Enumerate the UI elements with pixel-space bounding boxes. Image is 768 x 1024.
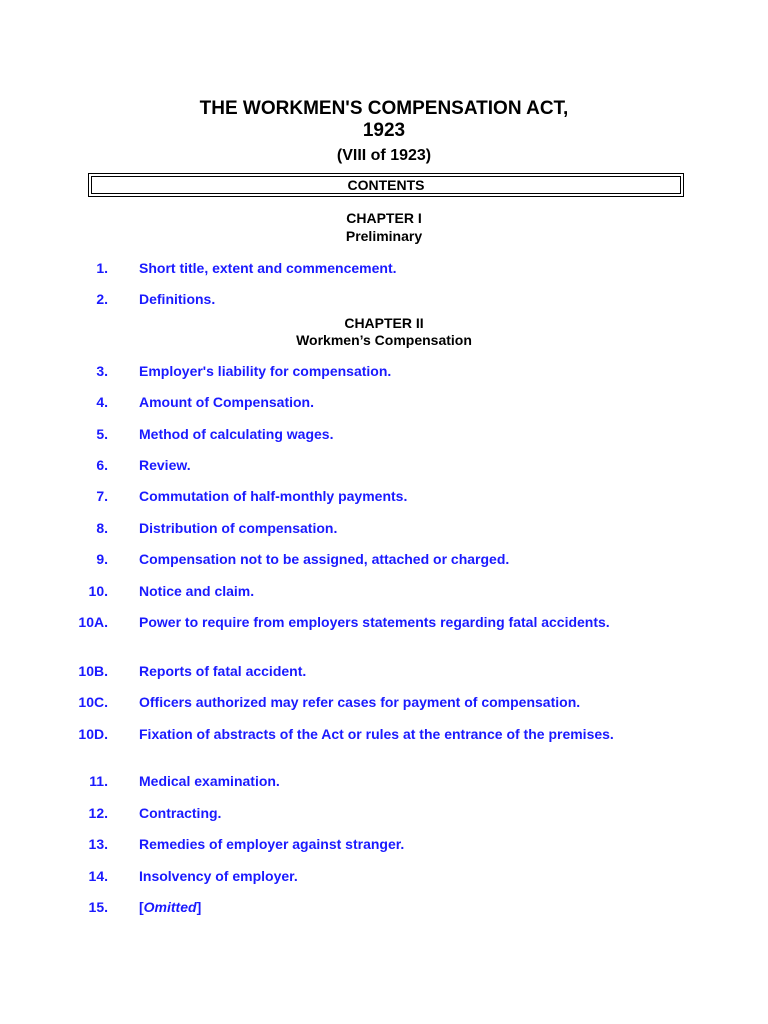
section-number: 10B. xyxy=(78,663,108,679)
act-number: (VIII of 1923) xyxy=(336,147,432,164)
section-title[interactable]: Method of calculating wages. xyxy=(139,426,334,442)
chapter-2-name: Workmen’s Compensation xyxy=(296,332,472,348)
contents-label: CONTENTS xyxy=(91,176,681,194)
section-number: 4. xyxy=(96,394,108,410)
section-number: 10. xyxy=(88,583,108,599)
section-title[interactable]: Distribution of compensation. xyxy=(139,520,338,536)
section-number: 13. xyxy=(88,836,108,852)
section-number: 9. xyxy=(96,551,108,567)
section-number: 15. xyxy=(88,899,108,915)
chapter-2-heading: CHAPTER II xyxy=(344,315,424,331)
section-title[interactable]: Fixation of abstracts of the Act or rules at the entrance of the premises. xyxy=(139,726,614,742)
section-number: 11. xyxy=(89,773,108,789)
section-title[interactable]: Medical examination. xyxy=(139,773,280,789)
section-number: 3. xyxy=(96,363,108,379)
section-number: 7. xyxy=(96,488,108,504)
section-title[interactable]: Short title, extent and commencement. xyxy=(139,260,397,276)
section-title[interactable]: Employer's liability for compensation. xyxy=(139,363,392,379)
document-title: THE WORKMEN'S COMPENSATION ACT, xyxy=(199,98,569,119)
section-number: 6. xyxy=(96,457,108,473)
section-title[interactable]: Remedies of employer against stranger. xyxy=(139,836,405,852)
section-title[interactable]: Notice and claim. xyxy=(139,583,255,599)
section-number: 10D. xyxy=(78,726,108,742)
section-title[interactable]: Insolvency of employer. xyxy=(139,868,298,884)
chapter-1-name: Preliminary xyxy=(345,228,423,244)
chapter-1-heading: CHAPTER I xyxy=(346,210,422,226)
omitted-label: Omitted xyxy=(143,899,197,915)
section-number: 8. xyxy=(96,520,108,536)
section-title[interactable]: Power to require from employers statements regarding fatal accidents. xyxy=(139,614,610,630)
section-title[interactable]: Review. xyxy=(139,457,191,473)
section-number: 14. xyxy=(88,868,108,884)
section-title[interactable]: Reports of fatal accident. xyxy=(139,663,307,679)
section-title[interactable]: Definitions. xyxy=(139,291,216,307)
bracket-open: [ xyxy=(139,899,144,915)
section-number: 10A. xyxy=(78,614,108,630)
section-number: 5. xyxy=(96,426,108,442)
section-title[interactable]: Contracting. xyxy=(139,805,222,821)
section-title-omitted[interactable] xyxy=(139,899,674,916)
section-number: 2. xyxy=(96,291,108,307)
section-number: 10C. xyxy=(78,694,108,710)
section-title[interactable]: Officers authorized may refer cases for payment of compensation. xyxy=(139,694,581,710)
section-number: 1. xyxy=(96,260,108,276)
section-number: 12. xyxy=(88,805,108,821)
section-title[interactable]: Amount of Compensation. xyxy=(139,394,314,410)
section-title[interactable]: Commutation of half-monthly payments. xyxy=(139,488,408,504)
section-title[interactable]: Compensation not to be assigned, attached or charged. xyxy=(139,551,510,567)
document-title-year: 1923 xyxy=(362,120,406,141)
contents-header-box xyxy=(88,173,684,197)
bracket-close: ] xyxy=(196,899,202,915)
